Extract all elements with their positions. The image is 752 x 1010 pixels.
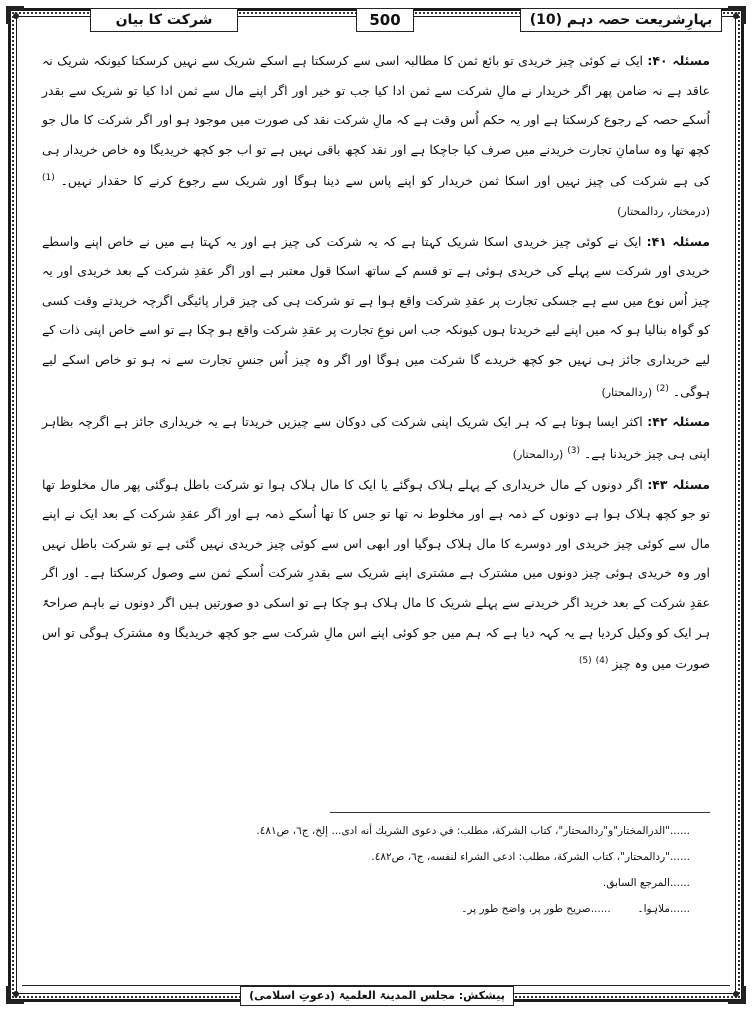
corner-ornament-icon — [4, 984, 26, 1006]
corner-ornament-icon — [726, 984, 748, 1006]
page-number: 500 — [356, 8, 414, 32]
footnote-marker: (3) — [567, 445, 581, 456]
paragraph-text: ایک نے کوئی چیز خریدی اسکا شریک کہتا ہے کہ یہ شرکت کی چیز ہے اور یہ کہتا ہے میں نے خاص اپنے واسطے خریدی اور شرکت سے پہلے کی خریدی ہوئی ہے تو قسم کے ساتھ اسکا قول معتبر ہے اور اگر عقدِ شرکت کے بعد خریدی اور یہ چیز اُس نوع میں سے ہے جسکی تجارت پر عقدِ شرکت واقع ہوا ہے تو شرکت ہی کی چیز قرار پائیگی اگرچہ خریدتے وقت کسی کو گواہ بنالیا ہو کہ میں اپنے لیے خریدتا ہوں کیونکہ جب اس نوعِ تجارت پر عقدِ شرکت واقع ہو چکا ہے تو اسے خاص اپنی ذات کے لیے خریداری جائز ہی نہیں جو کچھ خریدے گا شرکت میں ہوگا اور اگر وہ چیز اُس جنسِ تجارت سے نہ ہو تو خاص اسکے لیے ہوگی۔ — [42, 233, 710, 399]
paragraph-text: اکثر ایسا ہوتا ہے کہ ہر ایک شریک اپنی شرکت کی دوکان سے چیزیں خریدتا ہے یہ خریداری جائز ہے اگرچہ بظاہر اپنی ہی چیز خریدنا ہے۔ — [42, 414, 710, 462]
paragraph — [42, 46, 710, 227]
source-reference: (ردالمحتار) — [512, 448, 564, 462]
footnote: ......ملاہوا۔ — [637, 903, 690, 915]
paragraph — [42, 470, 710, 679]
footnote-marker: (1) — [42, 173, 55, 184]
footnotes — [60, 818, 690, 922]
page-header — [30, 6, 722, 34]
footnote: ......المرجع السابق. — [602, 877, 690, 889]
masala-label: مسئلہ ۴۳: — [647, 476, 710, 492]
footnote: ......"ردالمحتار"، كتاب الشركة، مطلب: ادعى الشراء لنفسه، ج٦، ص٤٨٢. — [371, 851, 690, 863]
main-text — [42, 46, 710, 679]
corner-ornament-icon — [726, 4, 748, 26]
book-title: بہارِشریعت حصہ دہم (10) — [520, 8, 722, 32]
footnote: ......صریح طور پر، واضح طور پر۔ — [461, 903, 611, 915]
paragraph — [42, 407, 710, 469]
source-reference: (درمختار، ردالمحتار) — [617, 205, 710, 219]
footnote-divider — [330, 812, 710, 813]
source-reference: (ردالمحتار) — [601, 385, 653, 399]
footnote-pair — [60, 896, 690, 922]
paragraph-text: ایک نے کوئی چیز خریدی تو بائع ثمن کا مطالبہ اسی سے کرسکتا ہے اسکے شریک سے نہیں کرسکتا کیونکہ شریک نہ عاقد ہے نہ ضامن پھر اگر خریدار نے مالِ شرکت سے ثمن ادا کیا جب تو خیر اور اگر اپنے مال سے ثمن ادا کیا تو شریک سے بقدر اُسکے حصہ کے رجوع کرسکتا ہے اور یہ حکم اُس وقت ہے کہ مالِ شرکت نقد کی صورت میں موجود ہو اور اگر شرکت کا مال جو کچھ تھا وہ سامانِ تجارت خریدنے میں صرف کیا جاچکا ہے اور نقد کچھ باقی نہیں ہے تو اب جو کچھ خریدیگا وہ خاص خریدار ہی کی ہے شرکت کی چیز نہیں اور اسکا ثمن خریدار کو اپنے پاس سے دینا ہوگا اور شریک سے رجوع کرنے کا حقدار نہیں۔ — [42, 53, 710, 189]
masala-label: مسئلہ ۴۲: — [647, 414, 710, 430]
paragraph-text: اگر دونوں کے مال خریداری کے پہلے ہلاک ہوگئے یا ایک کا مال ہلاک ہوا تو شرکت باطل ہوگئی پھر مال مخلوط تھا تو جو کچھ ہلاک ہوا ہے دونوں کے ذمہ ہے اور مخلوط نہ تھا تو جس کا تھا اُسکے ذمہ ہے اور اگر عقدِ شرکت کے بعد ایک نے اپنے مال سے کوئی چیز خریدی اور دوسرے کا مال ہلاک ہوگیا اور ابھی اس سے کوئی چیز خریدی نہیں گئی ہے تو شرکت باطل نہیں اور وہ خریدی ہوئی چیز دونوں میں مشترک ہے مشتری اپنے شریک سے بقدرِ شرکت اُسکے ثمن سے وصول کرسکتا ہے۔ اور اگر عقدِ شرکت کے بعد خرید اگر خریدنے سے پہلے شریک کا مال ہلاک ہو چکا ہے تو اسکی دو صورتیں ہیں اگر دونوں نے باہم صراحۃً ہر ایک کو وکیل کردیا ہے یہ کہہ دیا ہے کہ ہم میں جو کوئی اپنے اس مالِ شرکت سے جو کچھ خریدیگا وہ مشترک ہوگی تو اس صورت میں وہ چیز — [42, 476, 710, 672]
masala-label: مسئلہ ۴۰: — [647, 53, 710, 68]
masala-label: مسئلہ ۴۱: — [646, 233, 710, 249]
chapter-title: شرکت کا بیان — [90, 8, 238, 32]
footnote-marker: (4) — [595, 656, 609, 667]
paragraph — [42, 227, 710, 408]
footnote: ......"الدرالمختار"و"ردالمحتار"، كتاب الشركة، مطلب: في دعوى الشريك أنه ادى... إلخ، ج٦، ص٤٨١. — [256, 825, 690, 837]
footnote-marker: (5) — [578, 656, 592, 667]
corner-ornament-icon — [4, 4, 26, 26]
footnote-marker: (2) — [656, 383, 669, 394]
page-footer: پیشکش: مجلس المدینۃ العلمیۃ (دعوتِ اسلامی) — [240, 986, 514, 1006]
